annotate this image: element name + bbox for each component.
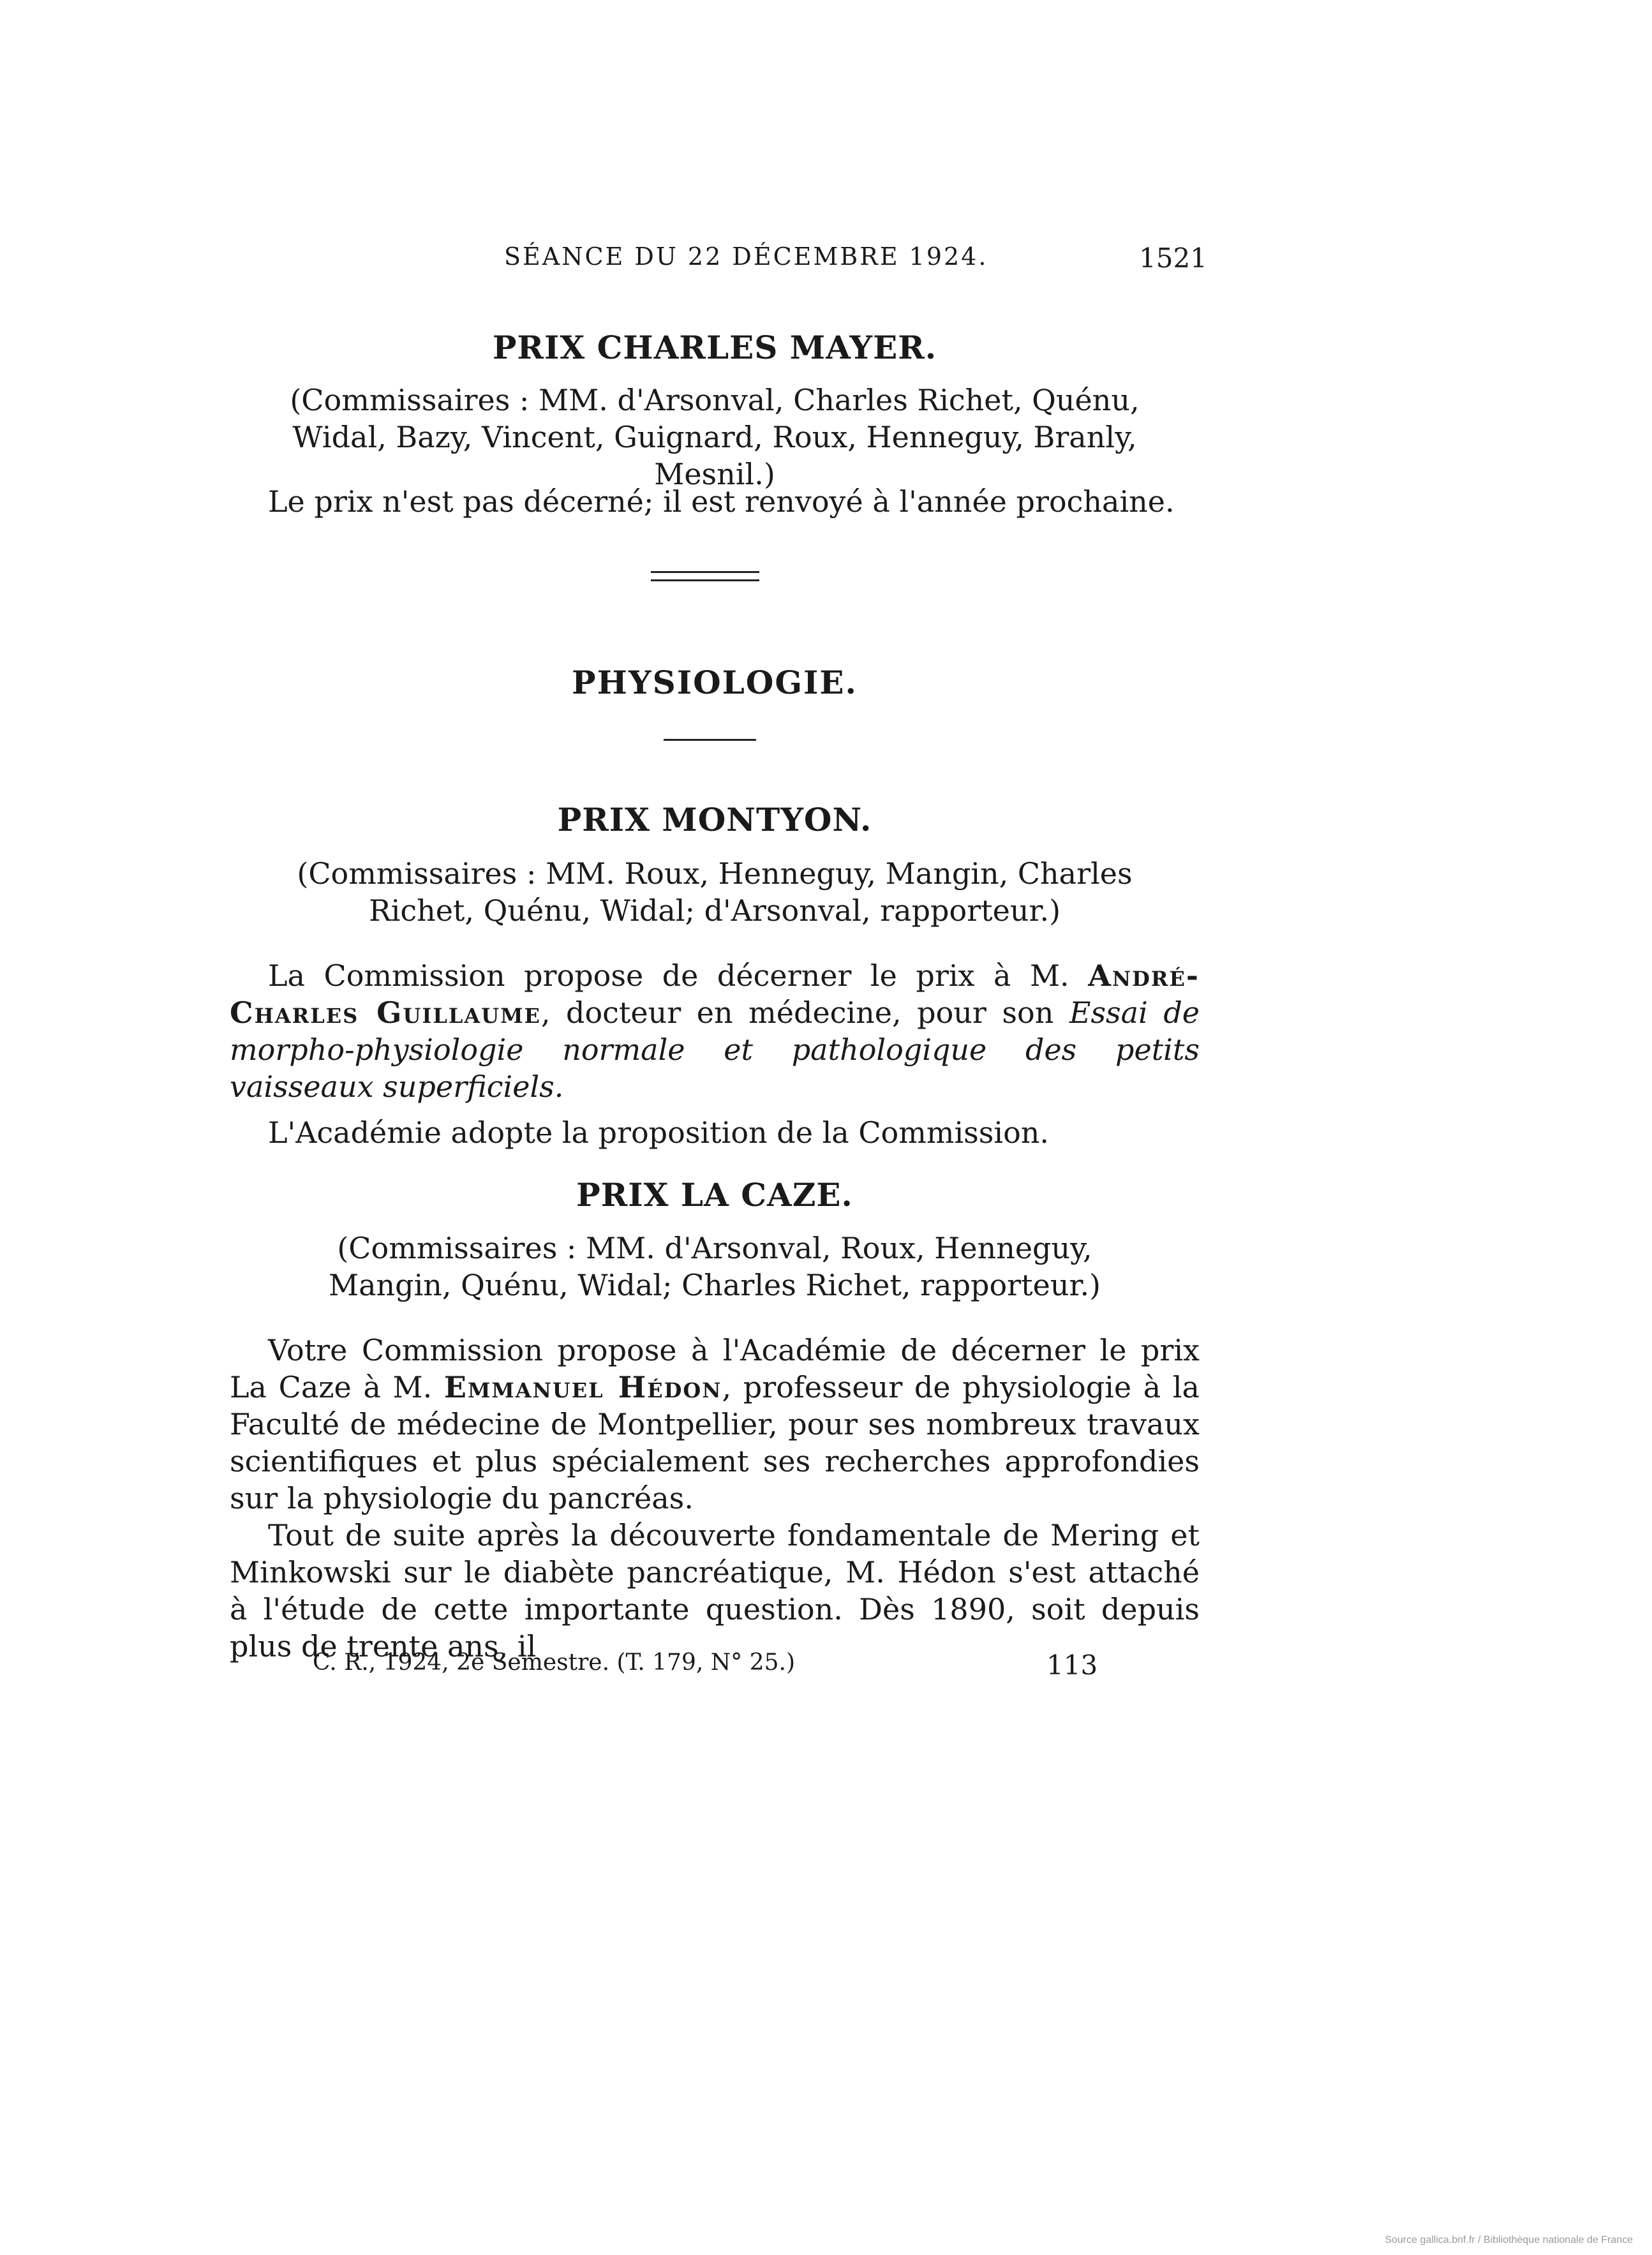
prize-montyon-adoption: L'Académie adopte la proposition de la Commission. xyxy=(268,1115,1050,1150)
lacaze-p1-after: , professeur de physiologie à la Faculté de médecine de Montpellier, pour ses nombreux travaux scientifiques et plus spécialement ses recherches approfondies sur la physiologie du pancréas. xyxy=(230,1370,1200,1515)
montyon-p1-before: La Commission propose de décerner le prix à M. xyxy=(268,958,1069,993)
montyon-p1-middle: , docteur en médecine, pour son xyxy=(540,995,1054,1030)
prize-lacaze-text-block xyxy=(230,1332,1200,1665)
footer-signature-number: 113 xyxy=(1046,1649,1098,1681)
double-rule-top xyxy=(651,571,759,573)
laureate-name-hedon: Emmanuel Hédon xyxy=(443,1370,722,1404)
prize-mayer-text: Le prix n'est pas décerné; il est renvoyé à l'année prochaine. xyxy=(268,484,1175,519)
prize-mayer-commissaires: (Commissaires : MM. d'Arsonval, Charles Richet, Quénu, Widal, Bazy, Vincent, Guignard, Roux, Henneguy, Branly, Mesnil.) xyxy=(290,383,1140,491)
lacaze-p1-before: Votre Commission propose à l'Académie de décerner le prix La Caze à M. xyxy=(230,1333,1200,1404)
source-watermark: Source gallica.bnf.fr / Bibliothèque nationale de France xyxy=(1385,2235,1633,2245)
section-title: PHYSIOLOGIE. xyxy=(572,664,858,701)
prize-montyon-title: PRIX MONTYON. xyxy=(557,801,872,838)
prize-lacaze-title: PRIX LA CAZE. xyxy=(576,1176,853,1214)
prize-lacaze-paragraph-2: Tout de suite après la découverte fondamentale de Mering et Minkowski sur le diabète pancréatique, M. Hédon s'est attaché à l'étude de cette importante question. Dès 1890, soit depuis plus de trente ans, il xyxy=(230,1518,1200,1663)
section-block xyxy=(230,664,1200,701)
prize-lacaze-paragraph-1 xyxy=(230,1332,1200,1517)
prize-mayer-commissaires-block xyxy=(230,382,1200,493)
prize-lacaze-commissaires: (Commissaires : MM. d'Arsonval, Roux, Henneguy, Mangin, Quénu, Widal; Charles Richet, rapporteur.) xyxy=(328,1231,1101,1302)
page-number: 1521 xyxy=(1139,242,1207,274)
prize-montyon-text-block xyxy=(230,957,1200,1151)
prize-lacaze-commissaires-block xyxy=(230,1230,1200,1304)
prize-montyon-commissaires: (Commissaires : MM. Roux, Henneguy, Mangin, Charles Richet, Quénu, Widal; d'Arsonval, rapporteur.) xyxy=(297,856,1133,928)
section-rule xyxy=(664,739,756,741)
footer-citation: C. R., 1924, 2e Semestre. (T. 179, N° 25.) xyxy=(313,1649,795,1676)
prize-montyon-title-block xyxy=(230,801,1200,838)
montyon-work-title: Essai de morpho-physiologie normale et pathologique des petits vaisseaux superficiels. xyxy=(230,995,1200,1104)
running-head-title: SÉANCE DU 22 DÉCEMBRE 1924. xyxy=(504,242,988,271)
double-rule-bottom xyxy=(651,579,759,581)
page-footer xyxy=(0,1649,1652,1688)
prize-mayer-block xyxy=(230,329,1200,366)
prize-montyon-commissaires-block xyxy=(230,855,1200,929)
prize-mayer-title: PRIX CHARLES MAYER. xyxy=(492,329,937,366)
prize-mayer-text-block xyxy=(230,483,1200,520)
prize-montyon-paragraph xyxy=(230,957,1200,1105)
running-head xyxy=(0,242,1652,281)
prize-lacaze-title-block xyxy=(230,1176,1200,1214)
laureate-name-guillaume: André-Charles Guillaume xyxy=(230,958,1200,1030)
